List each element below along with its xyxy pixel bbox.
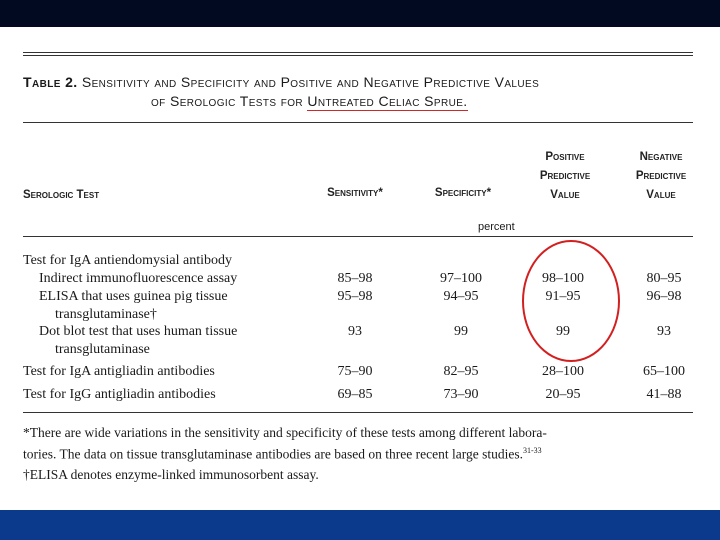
table-top-rule-2 [23,55,693,56]
footnote-1-line1: *There are wide variations in the sensitivity and specificity of these tests among different labora- [23,425,547,440]
red-annotation-circle [522,240,620,362]
header-ppv-2: Predictive [539,170,591,182]
header-rule [23,236,693,237]
row-label: transglutaminase† [55,307,157,322]
footnote-reference: 31-33 [522,446,542,455]
footnote-2: †ELISA denotes enzyme-linked immunosorbent assay. [23,467,319,482]
table-number: Table 2. [23,74,78,90]
cell-sensitivity: 75–90 [337,364,373,379]
row-label: ELISA that uses guinea pig tissue [39,289,228,304]
cell-sensitivity: 93 [348,324,362,339]
cell-specificity: 82–95 [443,364,479,379]
footnote-1-text: tories. The data on tissue transglutaminase antibodies are based on three recent large studies. [23,446,523,462]
header-npv-1: Negative [639,151,683,163]
cell-ppv: 28–100 [542,364,584,379]
cell-specificity: 73–90 [443,387,479,402]
footnote-1-line2 [23,442,695,464]
title-rule [23,122,693,123]
row-label: Test for IgG antigliadin antibodies [23,387,216,402]
footnote-1 [23,424,695,464]
table-bottom-rule [23,412,693,413]
title-highlight: Untreated Celiac Sprue. [307,93,468,109]
cell-ppv: 91–95 [545,289,581,304]
header-ppv-3: Value [550,189,580,201]
header-specificity: Specificity* [434,187,492,199]
title-line1: Sensitivity and Specificity and Positive and Negative Predictive Values [81,74,540,90]
cell-npv: 41–88 [646,387,682,402]
cell-npv: 96–98 [646,289,682,304]
row-label: Test for IgA antigliadin antibodies [23,364,215,379]
top-bar [0,0,720,27]
row-label: transglutaminase [55,342,150,357]
cell-specificity: 99 [454,324,468,339]
cell-specificity: 97–100 [440,271,482,286]
cell-sensitivity: 95–98 [337,289,373,304]
header-npv-2: Predictive [635,170,687,182]
table-row [23,362,693,381]
header-npv [611,148,711,205]
header-ppv [515,148,615,205]
row-label: Indirect immunofluorescence assay [39,271,238,286]
row-label: Test for IgA antiendomysial antibody [23,253,232,268]
cell-sensitivity: 69–85 [337,387,373,402]
header-ppv-1: Positive [545,151,585,163]
cell-npv: 80–95 [646,271,682,286]
bottom-bar [0,510,720,540]
units-label: percent [478,221,515,233]
header-serologic-test: Serologic Test [23,189,100,201]
title-line2: of Serologic Tests for [151,93,304,109]
table-row [23,385,693,404]
cell-ppv: 98–100 [542,271,584,286]
header-sensitivity: Sensitivity* [327,187,383,199]
table-top-rule-1 [23,52,693,53]
cell-npv: 93 [657,324,671,339]
header-npv-3: Value [646,189,676,201]
cell-sensitivity: 85–98 [337,271,373,286]
table-title [23,73,693,111]
cell-specificity: 94–95 [443,289,479,304]
cell-npv: 65–100 [643,364,685,379]
row-label: Dot blot test that uses human tissue [39,324,238,339]
cell-ppv: 99 [556,324,570,339]
cell-ppv: 20–95 [545,387,581,402]
